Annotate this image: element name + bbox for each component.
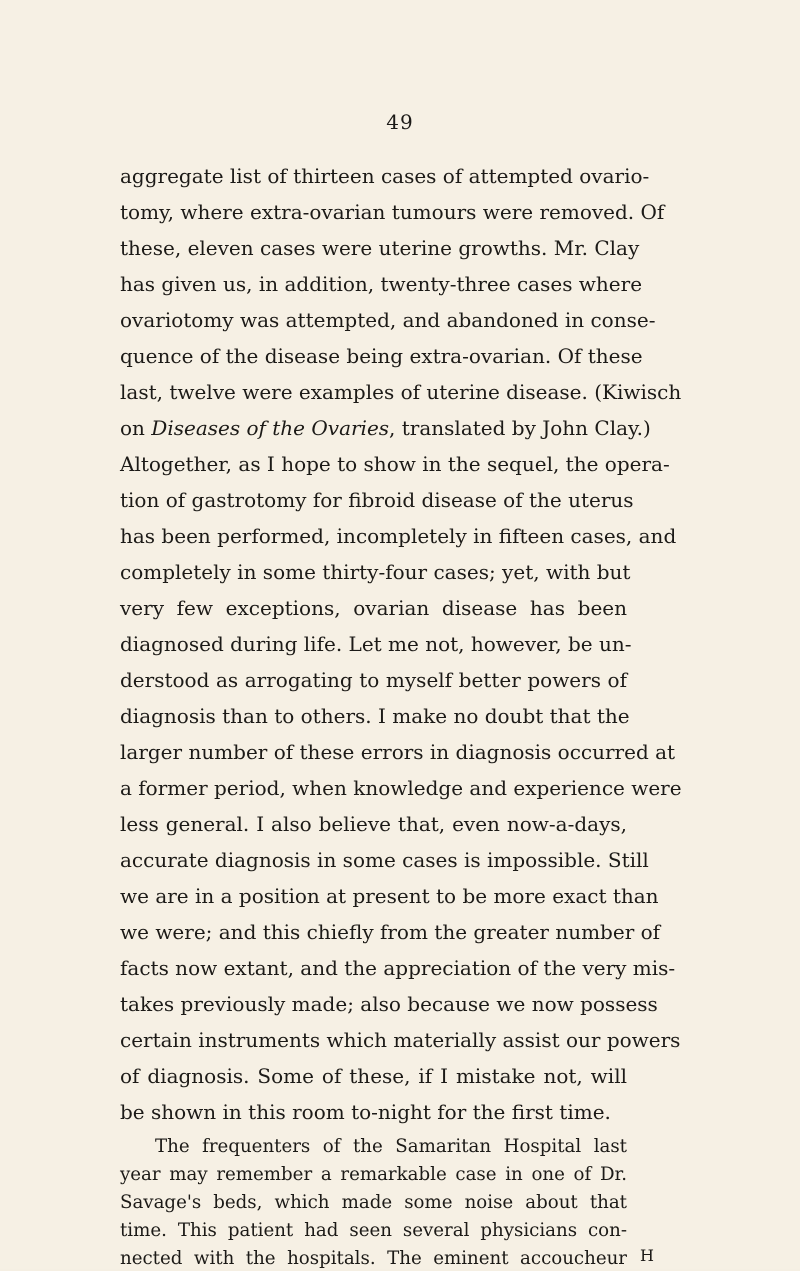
book-title: Diseases of the Ovaries — [151, 416, 390, 440]
text-line: of diagnosis. Some of these, if I mistake not, will — [120, 1064, 627, 1088]
text-line: accurate diagnosis in some cases is impossible. Still — [120, 848, 649, 872]
text-line: time. This patient had seen several physicians con- — [120, 1220, 627, 1241]
text-line: diagnosis than to others. I make no doubt that the — [120, 704, 630, 728]
text-line: aggregate list of thirteen cases of attempted ovario- — [120, 164, 650, 188]
text-line: Savage's beds, which made some noise about that — [120, 1192, 627, 1213]
text-line: larger number of these errors in diagnosis occurred at — [120, 740, 676, 764]
signature-mark: H — [640, 1246, 655, 1265]
text-line: a former period, when knowledge and experience were — [120, 776, 682, 800]
text-line: quence of the disease being extra-ovarian. Of these — [120, 344, 643, 368]
text-line: has given us, in addition, twenty-three cases where — [120, 272, 643, 296]
text-line: facts now extant, and the appreciation of the very mis- — [120, 956, 676, 980]
text-line: we were; and this chiefly from the greater number of — [120, 920, 661, 944]
text-line: on Diseases of the Ovaries, translated by John Clay.) — [120, 416, 651, 440]
text-line: tion of gastrotomy for fibroid disease of the uterus — [120, 488, 634, 512]
text-line: be shown in this room to-night for the first time. — [120, 1100, 611, 1124]
text-line: less general. I also believe that, even now-a-days, — [120, 812, 627, 836]
text-line: last, twelve were examples of uterine disease. (Kiwisch — [120, 380, 682, 404]
text-line: we are in a position at present to be more exact than — [120, 884, 659, 908]
text-line: nected with the hospitals. The eminent accoucheur — [120, 1248, 627, 1269]
text-line: derstood as arrogating to myself better powers of — [120, 668, 627, 692]
text-line: takes previously made; also because we now possess — [120, 992, 658, 1016]
text-line: diagnosed during life. Let me not, however, be un- — [120, 632, 632, 656]
text-line: completely in some thirty-four cases; yet, with but — [120, 560, 631, 584]
text-line: very few exceptions, ovarian disease has been — [120, 596, 627, 620]
text-line: year may remember a remarkable case in one of Dr. — [120, 1164, 627, 1185]
text-line: Altogether, as I hope to show in the sequel, the opera- — [120, 452, 670, 476]
text-line: ovariotomy was attempted, and abandoned in conse- — [120, 308, 656, 332]
page-number: 49 — [386, 110, 414, 134]
text-line: these, eleven cases were uterine growths. Mr. Clay — [120, 236, 640, 260]
text-line: certain instruments which materially assist our powers — [120, 1028, 681, 1052]
text-line: tomy, where extra-ovarian tumours were removed. Of — [120, 200, 665, 224]
text-line: has been performed, incompletely in fifteen cases, and — [120, 524, 677, 548]
text-line: The frequenters of the Samaritan Hospital last — [155, 1136, 627, 1157]
